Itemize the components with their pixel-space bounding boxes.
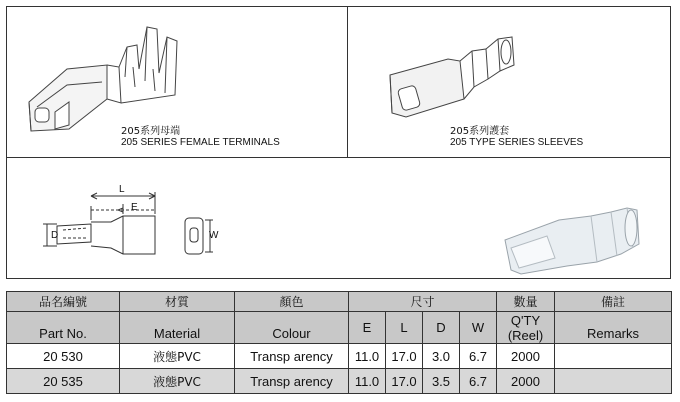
cell-remarks xyxy=(555,344,672,369)
header-part-no: Part No. xyxy=(7,312,120,344)
header-colour-cn: 顏色 xyxy=(235,292,349,312)
dimension-drawing-panel xyxy=(6,157,671,279)
female-terminal-panel xyxy=(6,6,348,158)
cell-qty: 2000 xyxy=(497,369,555,394)
cell-E: 11.0 xyxy=(349,344,386,369)
header-qty-line1: Q'TY xyxy=(510,312,541,328)
cell-D: 3.0 xyxy=(423,344,460,369)
cell-colour: Transp arency xyxy=(235,344,349,369)
sleeve-caption-en: 205 TYPE SERIES SLEEVES xyxy=(450,137,584,148)
cell-remarks xyxy=(555,369,672,394)
header-qty-line2: (Reel) xyxy=(507,327,544,343)
header-remarks: Remarks xyxy=(555,312,672,344)
header-material: Material xyxy=(120,312,235,344)
cell-material: 液態PVC xyxy=(120,344,235,369)
header-qty xyxy=(497,312,555,344)
header-qty-cn: 數量 xyxy=(497,292,555,312)
cell-part-no: 20 535 xyxy=(7,369,120,394)
female-caption-en: 205 SERIES FEMALE TERMINALS xyxy=(121,137,280,148)
header-dim-W: W xyxy=(460,312,497,344)
header-material-cn: 材質 xyxy=(120,292,235,312)
header-dim-L: L xyxy=(386,312,423,344)
cell-material: 液態PVC xyxy=(120,369,235,394)
cell-colour: Transp arency xyxy=(235,369,349,394)
header-part-no-cn: 品名編號 xyxy=(7,292,120,312)
table-row xyxy=(7,369,672,394)
header-dimension xyxy=(349,292,497,312)
cell-W: 6.7 xyxy=(460,344,497,369)
cell-part-no: 20 530 xyxy=(7,344,120,369)
dim-label-E: E xyxy=(131,202,138,213)
dimension-drawing xyxy=(7,158,672,280)
cell-W: 6.7 xyxy=(460,369,497,394)
cell-qty: 2000 xyxy=(497,344,555,369)
female-caption-cn: 205系列母端 xyxy=(121,126,181,137)
header-remarks-cn: 備註 xyxy=(555,292,672,312)
cell-E: 11.0 xyxy=(349,369,386,394)
cell-L: 17.0 xyxy=(386,369,423,394)
header-dimension-cn: 尺寸 xyxy=(410,295,435,309)
sleeve-panel xyxy=(347,6,671,158)
header-dim-D: D xyxy=(423,312,460,344)
header-colour: Colour xyxy=(235,312,349,344)
dim-label-L: L xyxy=(119,184,125,195)
dim-label-D: D xyxy=(51,230,59,241)
sleeve-caption-cn: 205系列護套 xyxy=(450,126,510,137)
table-row xyxy=(7,344,672,369)
dim-label-W: W xyxy=(209,230,219,241)
header-dim-E: E xyxy=(349,312,386,344)
specification-table xyxy=(6,291,672,394)
cell-D: 3.5 xyxy=(423,369,460,394)
cell-L: 17.0 xyxy=(386,344,423,369)
